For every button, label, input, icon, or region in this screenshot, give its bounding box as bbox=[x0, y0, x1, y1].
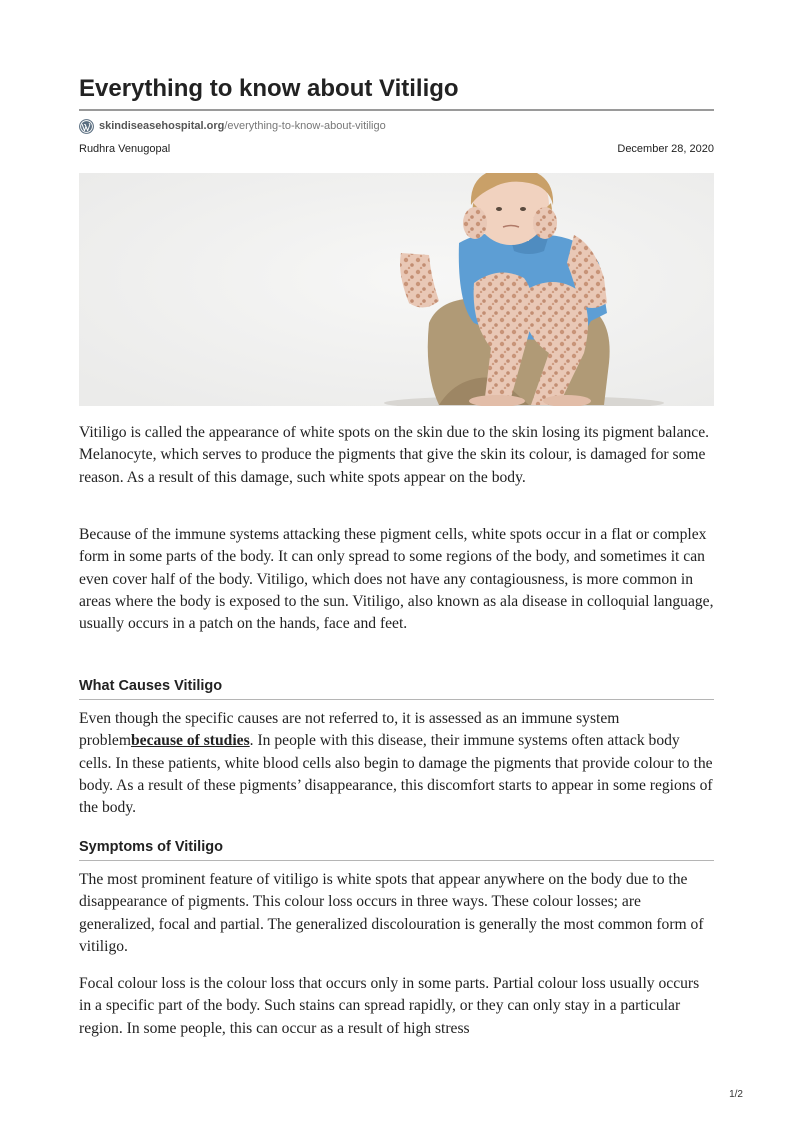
source-link[interactable] bbox=[99, 120, 386, 132]
paragraph-causes bbox=[79, 708, 714, 819]
source-line bbox=[79, 117, 386, 135]
paragraph-immune: Because of the immune systems attacking these pigment cells, white spots occur in a flat or complex form in some parts of the body. It can only spread to some regions of the body, and sometimes it can even cover half of the body. Vitiligo, which does not have any contagiousness, is more common in areas where the body is exposed to the sun. Vitiligo, also known as ala disease in colloquial language, usually occurs in a patch on the hands, face and feet. bbox=[79, 526, 714, 633]
causes-text-before: Even though the specific causes are not referred to, it is assessed as an immune system problem bbox=[79, 710, 620, 750]
author-name: Rudhra Venugopal bbox=[79, 143, 171, 155]
child-with-vitiligo-illustration bbox=[79, 173, 714, 406]
article-title: Everything to know about Vitiligo bbox=[79, 75, 459, 102]
wordpress-icon bbox=[79, 119, 94, 134]
heading-what-causes: What Causes Vitiligo bbox=[79, 676, 714, 700]
hero-image bbox=[79, 173, 714, 406]
page-number: 1/2 bbox=[729, 1089, 743, 1100]
paragraph-symptoms: The most prominent feature of vitiligo is white spots that appear anywhere on the body due to the disappearance of pigments. This colour loss occurs in three ways. These colour losses; are generalized, focal and partial. The generalized discolouration is generally the most common form of vitiligo. bbox=[79, 871, 704, 955]
source-domain: skindiseasehospital.org bbox=[99, 120, 225, 132]
source-path: /everything-to-know-about-vitiligo bbox=[224, 120, 386, 132]
paragraph-focal: Focal colour loss is the colour loss that occurs only in some parts. Partial colour loss usually occurs in a specific part of the body. Such stains can spread rapidly, or they can only stay in a particular region. In some people, this can occur as a result of high stress bbox=[79, 975, 700, 1037]
publish-date: December 28, 2020 bbox=[617, 143, 714, 155]
causes-text-after: . In people with this disease, their immune systems often attack body cells. In these patients, white blood cells also begin to damage the pigments that provide colour to the body. As a result of these pigments’ disappearance, this discomfort starts to appear in some regions of the body. bbox=[79, 732, 713, 817]
article-meta bbox=[79, 143, 714, 159]
because-of-studies-link[interactable]: because of studies bbox=[130, 732, 250, 750]
paragraph-intro: Vitiligo is called the appearance of white spots on the skin due to the skin losing its pigment balance. Melanocyte, which serves to produce the pigments that give the skin its colour, is damaged for some reason. As a result of this damage, such white spots appear on the body. bbox=[79, 424, 710, 486]
title-divider bbox=[79, 109, 714, 111]
heading-symptoms: Symptoms of Vitiligo bbox=[79, 837, 714, 861]
